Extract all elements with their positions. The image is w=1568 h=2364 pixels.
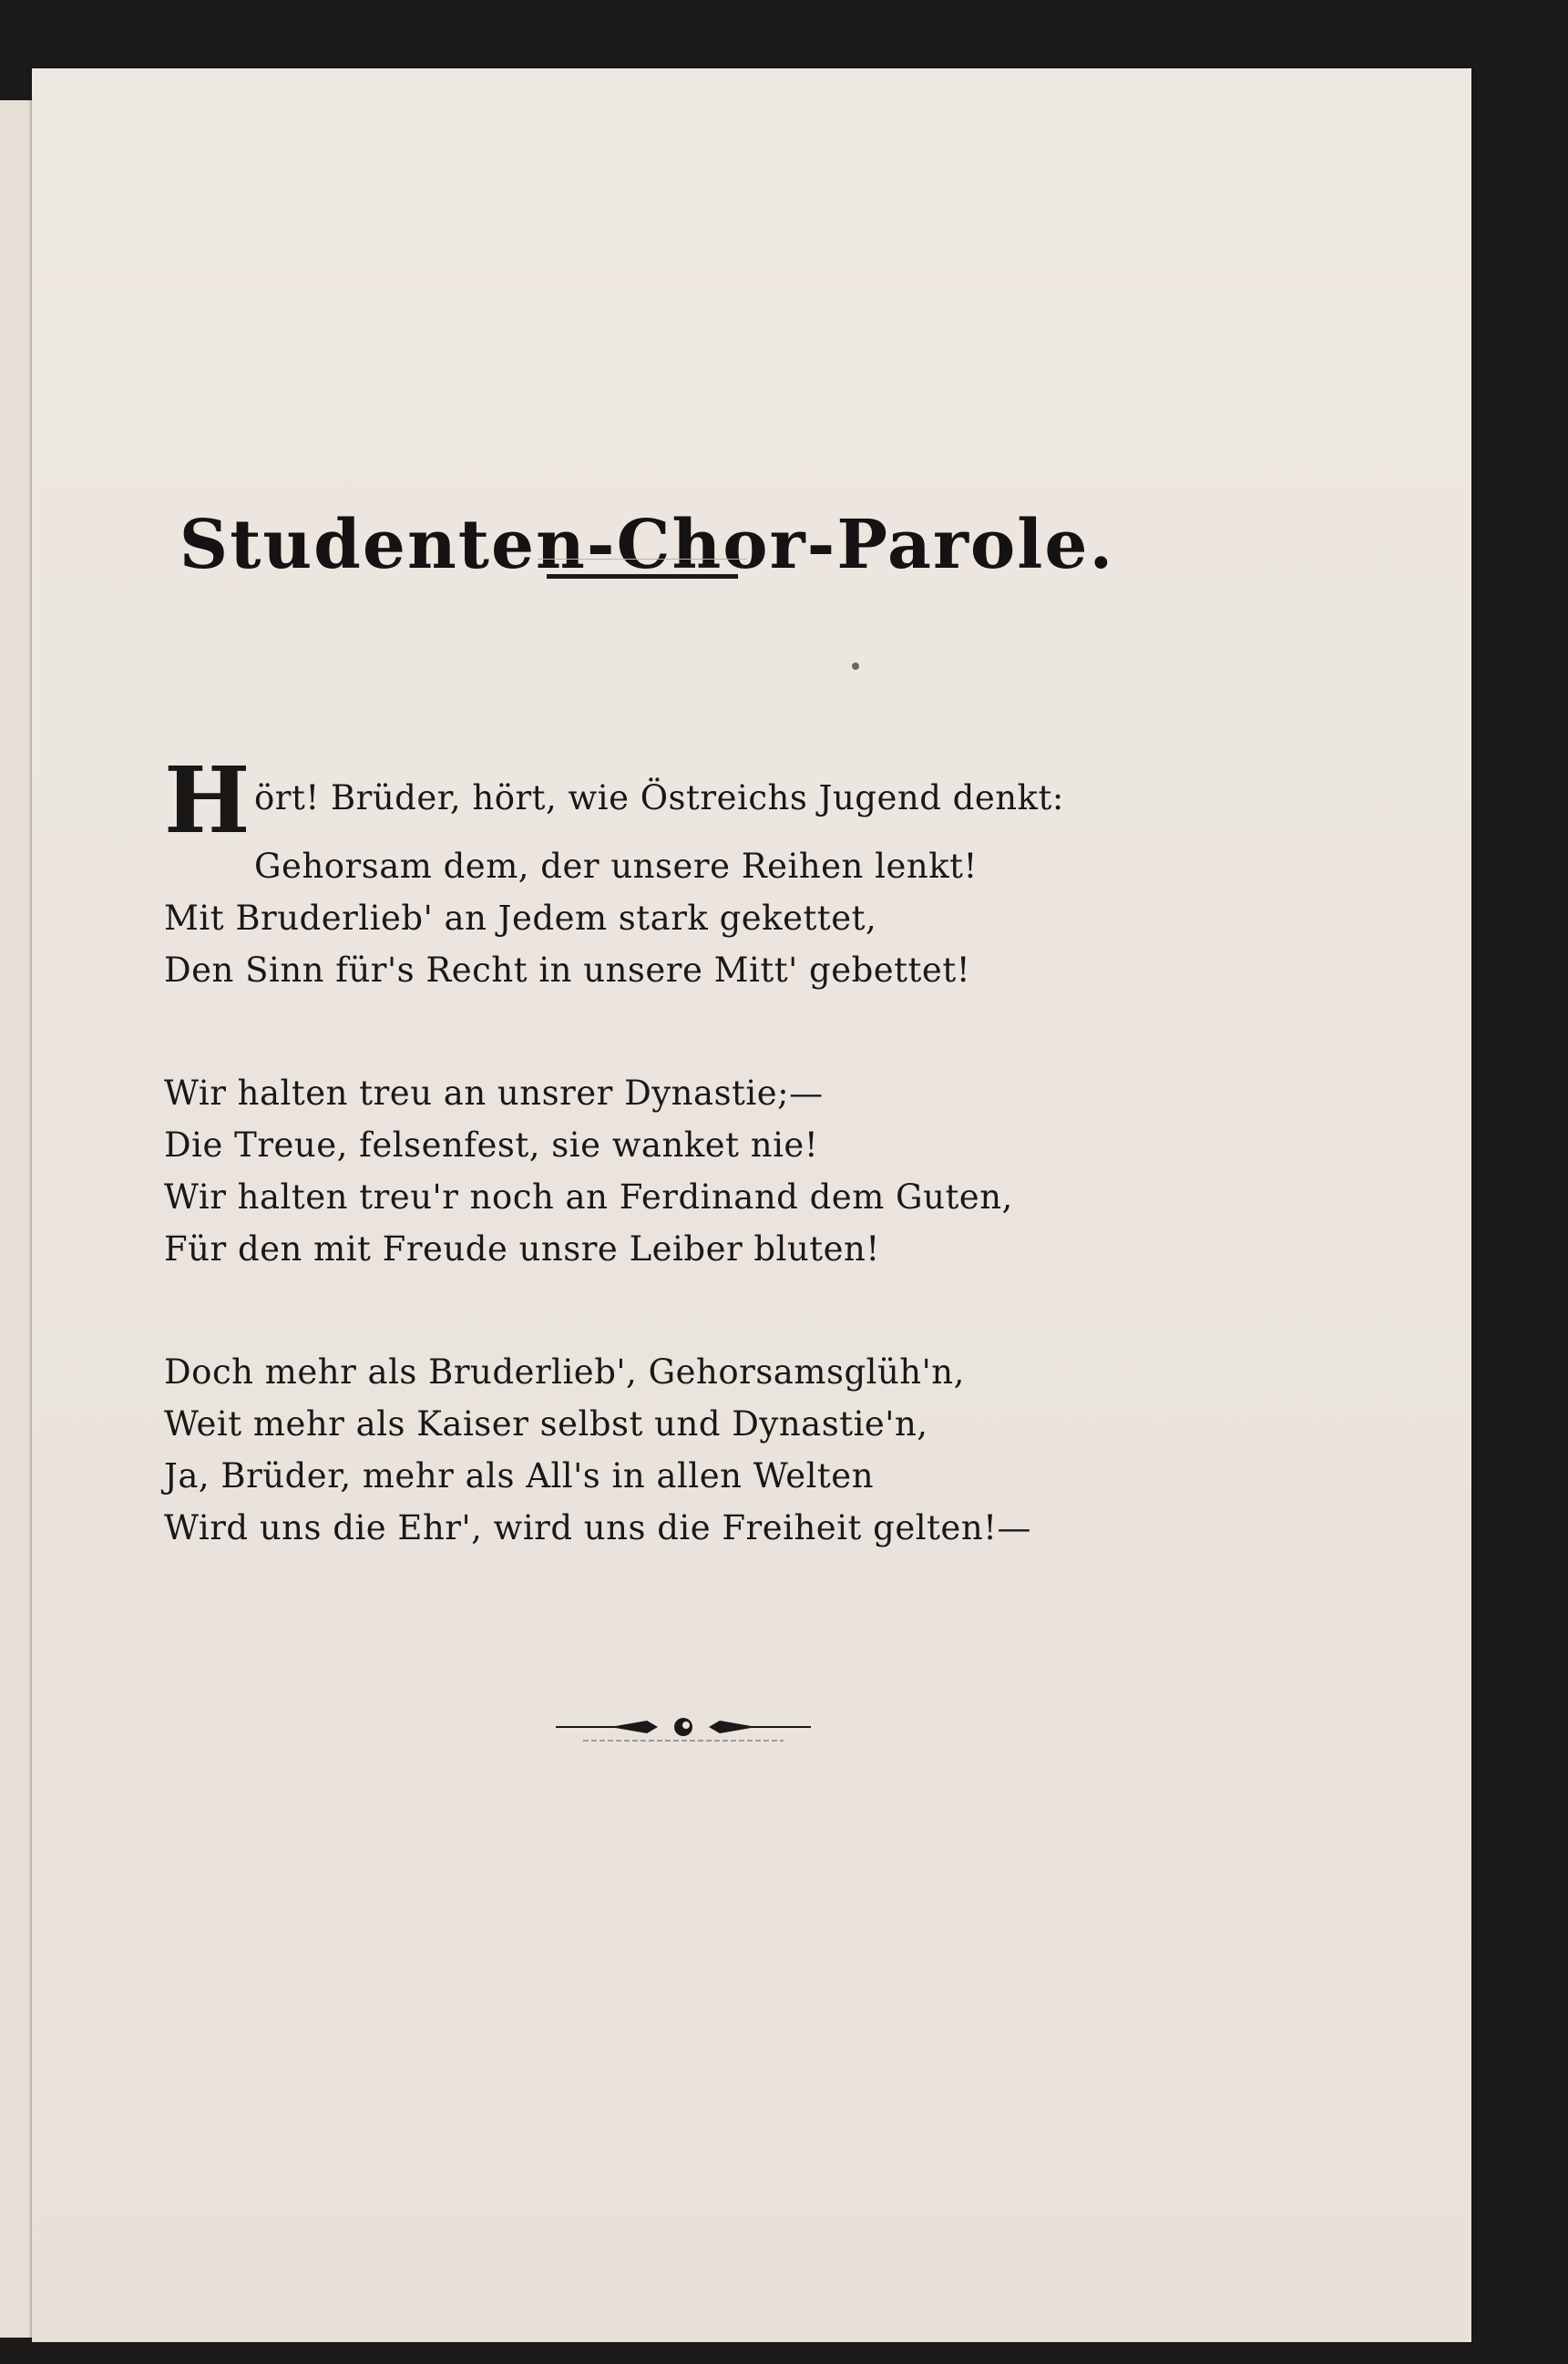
poem-title: Studenten-Chor-Parole.	[179, 506, 1115, 584]
adjacent-page-edge	[0, 100, 36, 2338]
page	[32, 68, 1471, 2342]
stanza-3	[164, 1346, 1121, 1554]
poem-line: Gehorsam dem, der unsere Reihen lenkt!	[253, 847, 978, 886]
poem-line: Den Sinn für's Recht in unsere Mitt' gebettet!	[164, 951, 971, 990]
poem-line: Wird uns die Ehr', wird uns die Freiheit gelten!—	[164, 1508, 1032, 1547]
poem-line: Für den mit Freude unsre Leiber bluten!	[164, 1229, 880, 1269]
poem-line: Wir halten treu an unsrer Dynastie;—	[164, 1074, 824, 1113]
line-text: ört! Brüder, hört, wie Östreichs Jugend denkt:	[253, 778, 1064, 817]
poem-line: Ja, Brüder, mehr als All's in allen Welten	[164, 1456, 875, 1495]
poem-line: Wir halten treu'r noch an Ferdinand dem Guten,	[164, 1177, 1013, 1217]
poem-line: Weit mehr als Kaiser selbst und Dynastie'n,	[164, 1404, 928, 1444]
ornament-icon	[556, 1713, 811, 1750]
stanza-1	[164, 746, 1121, 996]
poem-line: Die Treue, felsenfest, sie wanket nie!	[164, 1125, 819, 1165]
stanza-2	[164, 1067, 1121, 1275]
poem-line	[164, 746, 1121, 854]
poem-line: Mit Bruderlieb' an Jedem stark gekettet,	[164, 899, 877, 938]
poem-body	[164, 746, 1121, 1625]
title-rule-faint	[538, 559, 747, 560]
decorative-dot	[852, 663, 859, 670]
title-rule	[547, 574, 738, 579]
drop-cap: H	[164, 746, 251, 854]
poem-line: Doch mehr als Bruderlieb', Gehorsamsglüh'n,	[164, 1352, 965, 1392]
